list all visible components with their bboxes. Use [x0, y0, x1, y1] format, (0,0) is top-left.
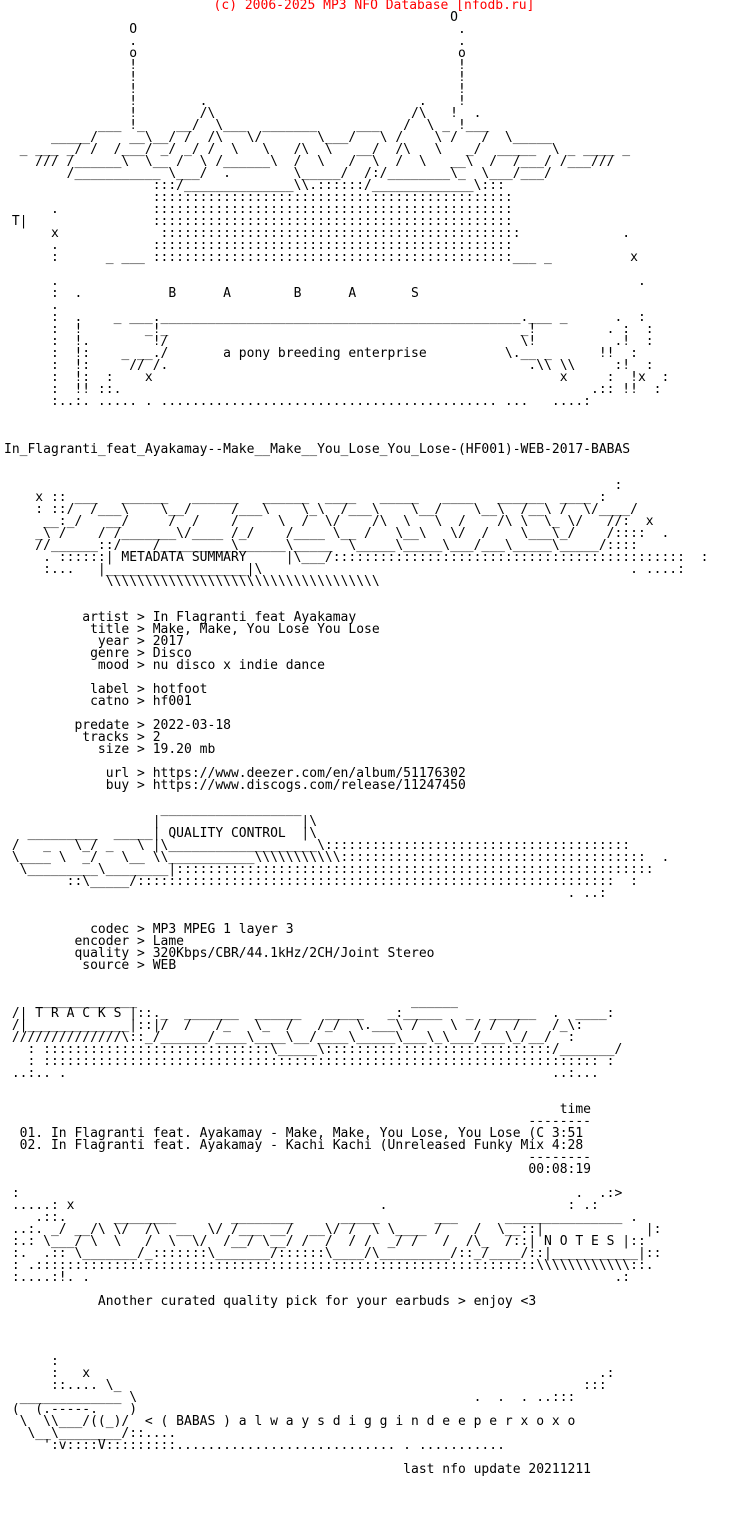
nfo-line: .	[4, 298, 59, 313]
nfo-line: tracks > 2	[4, 730, 161, 745]
nfo-line: : !: _ __./ a pony breeding enterprise \.__ _ !! :	[4, 346, 638, 361]
nfo-line: last nfo update 20211211	[4, 1462, 591, 1477]
nfo-line: 00:08:19	[4, 1162, 591, 1177]
nfo-line: ::::::::::::::::::::::::::::::::::::::::::::::	[4, 190, 513, 205]
nfo-line: /| T R A C K S |::._ _______ ______ _____ _:_____ _ ______ . ____:	[4, 1006, 615, 1021]
nfo-line: . ::::::::::::::::::::::::::::::::::::::::::::::	[4, 202, 513, 217]
nfo-line: \ \\___/((_)/ < ( BABAS ) a l w a y s d i g g i n d e e p e r x o x o	[4, 1414, 576, 1429]
nfo-line: __:_/ __/ / / / \ / \/ /\ \ \ / /\ \ \_ \/ //: x	[4, 514, 654, 529]
nfo-line: : .::::::::::::::::::::::::::::::::::::::::::::::::::::::::::::::::\\\\\\\\\\\\::.	[4, 1258, 654, 1273]
nfo-line	[4, 1308, 744, 1320]
nfo-line	[4, 1080, 744, 1092]
copyright-header: (c) 2006-2025 MP3 NFO Database [nfodb.ru]	[213, 0, 535, 13]
nfo-line: : ! _!_ _! . : :	[4, 322, 654, 337]
nfo-line: __________________	[4, 802, 302, 817]
nfo-line: ( (.-----. )	[4, 1402, 138, 1417]
nfo-line	[4, 1320, 744, 1332]
nfo-line: : !! ::. .:: !! :	[4, 382, 662, 397]
nfo-line: : ::::::::::::::::::::::::::::::::::::::::::::::::::::::::::::::::::::::: :	[4, 1054, 615, 1069]
nfo-line: ! . . !	[4, 94, 466, 109]
nfo-line: :	[4, 1354, 59, 1369]
nfo-line: ! /\ /\ ! .	[4, 106, 482, 121]
nfo-line: 02. In Flagranti feat. Ayakamay - Kachi Kachi (Unreleased Funky Mix 4:28	[4, 1138, 584, 1153]
nfo-line: : . B A B A S	[4, 286, 419, 301]
nfo-line: o o	[4, 46, 466, 61]
nfo-line: .....: x . : .:	[4, 1198, 599, 1213]
nfo-line	[4, 972, 744, 984]
nfo-line: T| ::::::::::::::::::::::::::::::::::::::::::::::	[4, 214, 513, 229]
nfo-line: label > hotfoot	[4, 682, 208, 697]
nfo-line: :::/______________\\.::::::/_____________\:::	[4, 178, 505, 193]
nfo-line: | |\	[4, 814, 318, 829]
nfo-line	[4, 1332, 744, 1344]
nfo-line	[4, 588, 744, 600]
nfo-line: 01. In Flagranti feat. Ayakamay - Make, Make, You Lose, You Lose (C 3:51	[4, 1126, 584, 1141]
nfo-line: : !: : x x : !x :	[4, 370, 670, 385]
nfo-line: _____/ __\__/ / /\ \/ \___/ \ / \ / / \_____	[4, 130, 552, 145]
nfo-line: :. .:: \_______/_:::::::\_______/::::::\____/\_________/::_/____/::|___________|::	[4, 1246, 662, 1261]
nfo-line: encoder > Lame	[4, 934, 185, 949]
nfo-line: year > 2017	[4, 634, 185, 649]
nfo-line: source > WEB	[4, 958, 177, 973]
nfo-line: :... |__________________|\ . ....:	[4, 562, 685, 577]
nfo-line: O .	[4, 22, 466, 37]
nfo-line: mood > nu disco x indie dance	[4, 658, 325, 673]
nfo-line: /|_____________|::|/ / /_ \_ / /_/ \.___\ / \ / / / /_\:	[4, 1018, 584, 1033]
nfo-line: url > https://www.deezer.com/en/album/51176302	[4, 766, 466, 781]
nfo-line: buy > https://www.discogs.com/release/11247450	[4, 778, 466, 793]
nfo-line: : _ ___ ::::::::::::::::::::::::::::::::::::::::::::::___ _ x	[4, 250, 638, 265]
nfo-line: genre > Disco	[4, 646, 192, 661]
nfo-line: O	[4, 10, 458, 25]
nfo-line: :	[4, 478, 623, 493]
nfo-line	[4, 1344, 744, 1356]
nfo-line: \_________\________|:::::::::::::::::::::::::::::::::::::::::::::::::::::::::::::	[4, 862, 654, 877]
nfo-line: artist > In Flagranti feat Ayakamay	[4, 610, 357, 625]
nfo-line: \__\________/::....	[4, 1426, 177, 1441]
nfo-line: : !. !/ \! .! :	[4, 334, 654, 349]
nfo-line: ___ !_ __/ \___ _______ ___ / \ _ !___	[4, 118, 490, 133]
nfo-line: ! !	[4, 58, 466, 73]
nfo-line: x :: ___ ______ ______ ______ ____ _____ ____ ______ ____ :	[4, 490, 607, 505]
nfo-line: :....:!. . .:	[4, 1270, 631, 1285]
nfo-line: . .	[4, 274, 646, 289]
nfo-line: _____________ ______	[4, 994, 458, 1009]
nfo-line: /___________ \___/ . \_____/ /:/________\_ \___/___/	[4, 166, 552, 181]
nfo-line: _\ / / /_______\/____ /_/ /____ \__ / \__\ \/ / \___\_/ /:::: .	[4, 526, 670, 541]
nfo-line: ! !	[4, 82, 466, 97]
nfo-line: : . _ ___.______________________________________________.___ _ . :	[4, 310, 646, 325]
nfo-line: : . .:>	[4, 1186, 623, 1201]
nfo-line: time	[4, 1102, 591, 1117]
nfo-line	[4, 420, 744, 432]
nfo-line: \____ \ _/ \__ \\___________\\\\\\\\\\\::::::::::::::::::::::::::::::::::::::: .	[4, 850, 670, 865]
nfo-line: : x .:	[4, 1366, 615, 1381]
nfo-line: /// /______\ \__ / \ /______\ / \ / \ / \ __\ / /___/ /___///	[4, 154, 615, 169]
nfo-line: ::.... \_ :::	[4, 1378, 607, 1393]
nfo-line: ..:. _/ __/\ \/ /\ __ \/ /___ __/ __\/ / \ \____ / / \__::| |:	[4, 1222, 662, 1237]
nfo-line: :.: \___/ \ \ / \ \/ /__/ \__/ / / / / _/ / / /\_ /::| N O T E S |::	[4, 1234, 646, 1249]
nfo-line: . .	[4, 34, 466, 49]
nfo-line: : ::/ /___\ \__/ /___\ \_\ /___\ \__/ \__\ /__\ / \/____/	[4, 502, 638, 517]
nfo-line: x :::::::::::::::::::::::::::::::::::::::::::::: .	[4, 226, 631, 241]
nfo-line: --------	[4, 1114, 591, 1129]
nfo-line	[4, 456, 744, 468]
nfo-line: _________ _____| QUALITY CONTROL |\	[4, 826, 318, 841]
nfo-line: //////////////\::_/______/____\____\__/____\_____\___\_\___/___\_/__/ :	[4, 1030, 576, 1045]
nfo-line: catno > hf001	[4, 694, 192, 709]
nfo-line: : !: // /. .\\ \\ :! :	[4, 358, 654, 373]
nfo-line: . ::::::::::::::::::::::::::::::::::::::::::::::	[4, 238, 513, 253]
nfo-line: codec > MP3 MPEG 1 layer 3	[4, 922, 294, 937]
nfo-line: Another curated quality pick for your earbuds > enjoy <3	[4, 1294, 537, 1309]
nfo-line: \\\\\\\\\\\\\\\\\\\\\\\\\\\\\\\\\\\	[4, 574, 380, 589]
nfo-line: :..:. ..... . ........................................... ... ....:	[4, 394, 591, 409]
nfo-line	[4, 408, 744, 420]
nfo-line: In_Flagranti_feat_Ayakamay--Make__Make__You_Lose_You_Lose-(HF001)-WEB-2017-BABAS	[4, 442, 631, 457]
nfo-line: .::. ________ ________ _____ ___ _______________ .	[4, 1210, 638, 1225]
nfo-line: ':v::::V:::::::::............................ . ...........	[4, 1438, 505, 1453]
nfo-line: . ::::::| METADATA SUMMARY |\___/::::::::::::::::::::::::::::::::::::::::::::: :	[4, 550, 709, 565]
nfo-line: ! !	[4, 70, 466, 85]
nfo-line: ::\_____/::::::::::::::::::::::::::::::::::::::::::::::::::::::::::::: :	[4, 874, 638, 889]
nfo-line: //______::/ /_________\______\_____ \_____\_____\___/___\_____\_____/::::	[4, 538, 638, 553]
nfo-line: _ ___ _/ / /___/ _/ _/ / \ \ /\ \ __/ /\ \ _/ _____ \ _ ____ _	[4, 142, 631, 157]
nfo-line: --------	[4, 1150, 591, 1165]
nfo-line: / _ \_/ _ \ |\___________________\:::::::::::::::::::::::::::::::::::::::	[4, 838, 631, 853]
nfo-line: size > 19.20 mb	[4, 742, 216, 757]
nfo-line	[4, 900, 744, 912]
nfo-line: _____________ \ . . . ..:::	[4, 1390, 576, 1405]
nfo-line: . ..:	[4, 886, 607, 901]
nfo-line: predate > 2022-03-18	[4, 718, 231, 733]
nfo-line: ..:.. . ..:...	[4, 1066, 599, 1081]
nfo-line: title > Make, Make, You Lose You Lose	[4, 622, 380, 637]
nfo-line: : :::::::::::::::::::::::::::::\_____\:::::::::::::::::::::::::::::/_______/	[4, 1042, 623, 1057]
nfo-line: quality > 320Kbps/CBR/44.1kHz/2CH/Joint Stereo	[4, 946, 435, 961]
